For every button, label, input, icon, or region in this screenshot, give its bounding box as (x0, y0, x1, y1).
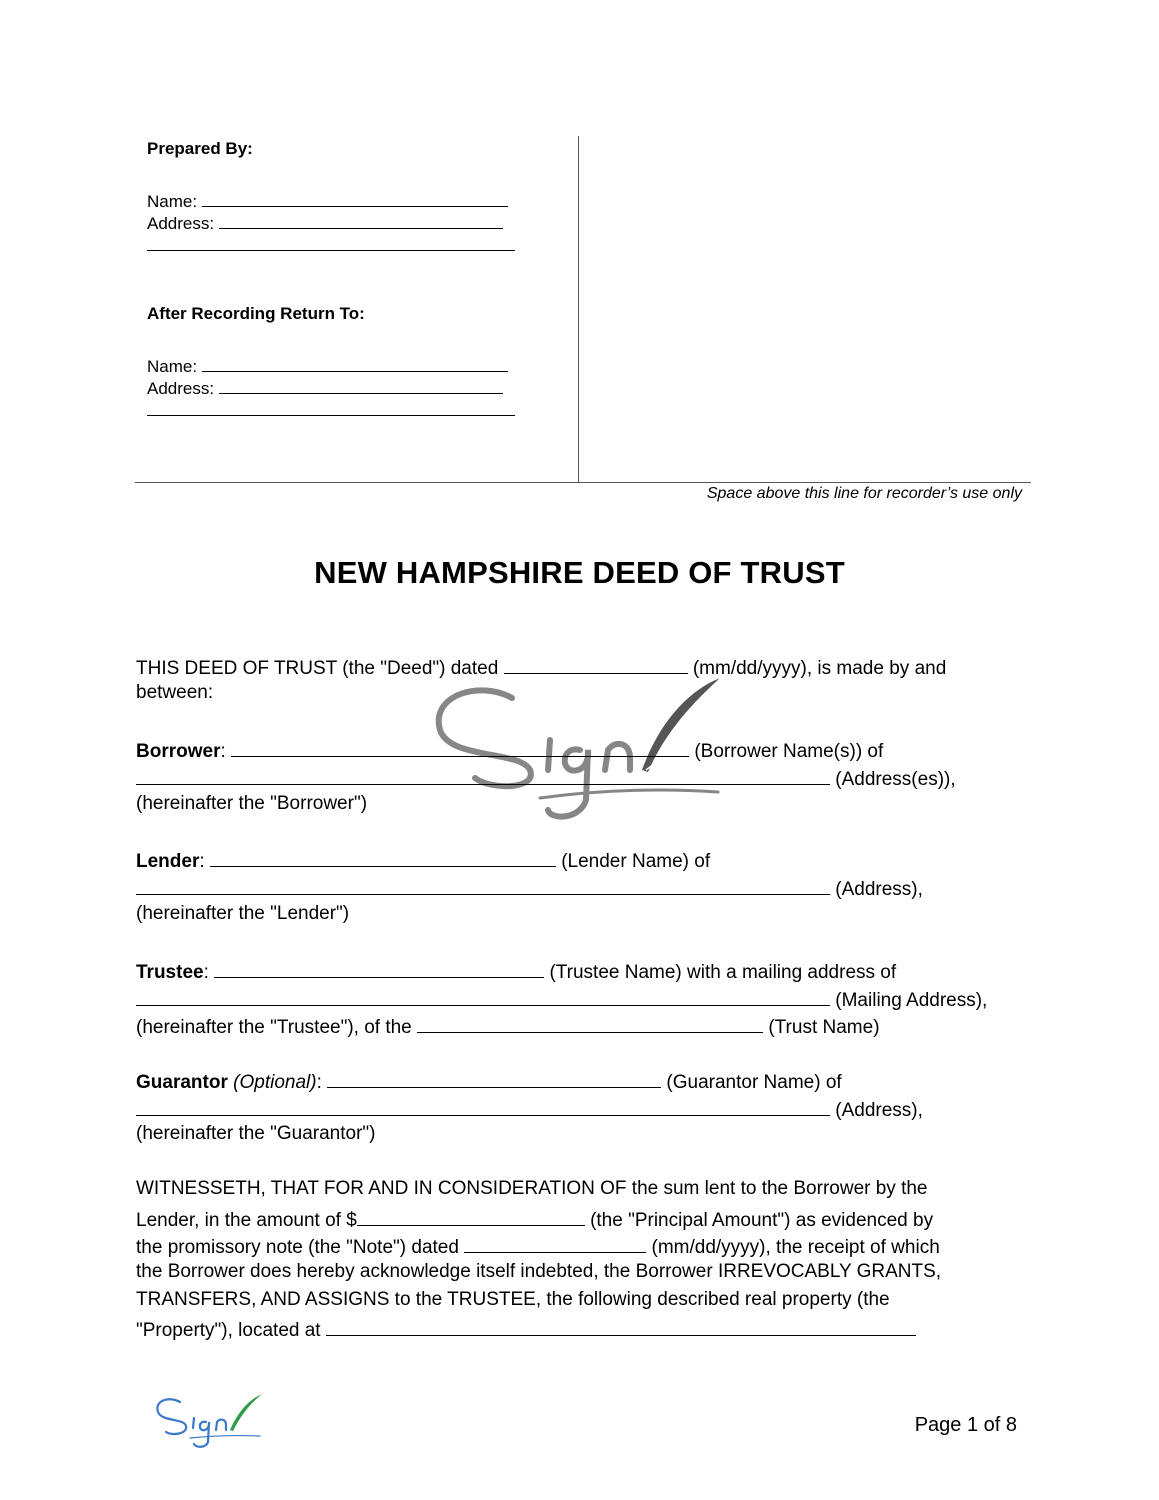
guarantor-address-blank[interactable] (136, 1096, 830, 1116)
intro-date-format: (mm/dd/yyyy), is made by and (692, 658, 947, 679)
borrower-address-blank[interactable] (136, 765, 830, 785)
return-to-heading: After Recording Return To: (147, 304, 365, 323)
lender-name-blank[interactable] (210, 847, 556, 867)
return-to-address-line2[interactable] (147, 397, 515, 416)
deed-date-blank[interactable] (504, 654, 688, 674)
name-blank[interactable] (202, 188, 508, 207)
witnesseth-line5: TRANSFERS, AND ASSIGNS to the TRUSTEE, the following described real property (the (136, 1289, 890, 1310)
page-number: Page 1 of 8 (914, 1414, 1017, 1436)
name-blank[interactable] (202, 353, 508, 372)
address-blank[interactable] (219, 210, 503, 229)
name-label: Name: (147, 192, 198, 211)
principal-label: Lender, in the amount of $ (136, 1210, 357, 1231)
witnesseth-line2 (136, 1206, 933, 1232)
guarantor-address-line (136, 1096, 923, 1122)
guarantor-name-blank[interactable] (327, 1068, 661, 1088)
lender-line: Lender: (Lender Name) of (136, 847, 710, 873)
guarantor-label: Guarantor (136, 1072, 228, 1093)
property-location-blank[interactable] (326, 1316, 916, 1336)
name-label: Name: (147, 357, 198, 376)
guarantor-hereinafter: (hereinafter the "Guarantor") (136, 1123, 376, 1144)
address-label: Address: (147, 379, 215, 398)
borrower-name-blank[interactable] (231, 737, 689, 757)
principal-amount-blank[interactable] (357, 1206, 585, 1226)
prepared-by-address-field[interactable] (147, 210, 503, 234)
intro-text: THIS DEED OF TRUST (the "Deed") dated (136, 658, 499, 679)
note-date-label: the promissory note (the "Note") dated (136, 1237, 459, 1258)
trustee-hereinafter: (hereinafter the "Trustee"), of the (136, 1017, 412, 1038)
principal-hint: (the "Principal Amount") as evidenced by (590, 1210, 934, 1231)
return-to-address-field[interactable] (147, 375, 503, 399)
witnesseth-line1: WITNESSETH, THAT FOR AND IN CONSIDERATION OF the sum lent to the Borrower by the (136, 1178, 928, 1199)
borrower-name-hint: (Borrower Name(s)) of (694, 741, 884, 762)
trustee-name-hint: (Trustee Name) with a mailing address of (549, 962, 897, 983)
trustee-address-line (136, 986, 987, 1012)
borrower-label: Borrower (136, 741, 221, 762)
prepared-by-name-field[interactable] (147, 188, 508, 212)
guarantor-line: Guarantor (Optional): (Guarantor Name) of (136, 1068, 842, 1094)
note-date-blank[interactable] (464, 1233, 646, 1253)
trustee-name-blank[interactable] (214, 958, 544, 978)
address-label: Address: (147, 214, 215, 233)
lender-hereinafter: (hereinafter the "Lender") (136, 903, 350, 924)
property-location-label: "Property"), located at (136, 1320, 321, 1341)
guarantor-name-hint: (Guarantor Name) of (666, 1072, 842, 1093)
note-date-hint: (mm/dd/yyyy), the receipt of which (651, 1237, 940, 1258)
lender-name-hint: (Lender Name) of (561, 851, 711, 872)
prepared-by-heading: Prepared By: (147, 139, 253, 158)
sign-logo (150, 1390, 265, 1452)
borrower-line: Borrower: (Borrower Name(s)) of (136, 737, 883, 763)
trustee-label: Trustee (136, 962, 204, 983)
witnesseth-line4: the Borrower does hereby acknowledge itself indebted, the Borrower IRREVOCABLY GRANTS, (136, 1261, 942, 1282)
trustee-line: Trustee: (Trustee Name) with a mailing address of (136, 958, 896, 984)
address-blank[interactable] (219, 375, 503, 394)
return-to-name-field[interactable] (147, 353, 508, 377)
trust-name-hint: (Trust Name) (768, 1017, 880, 1038)
recorder-box-divider (578, 136, 579, 483)
borrower-address-line (136, 765, 956, 791)
borrower-address-hint: (Address(es)), (835, 769, 956, 790)
trustee-address-blank[interactable] (136, 986, 830, 1006)
lender-address-blank[interactable] (136, 875, 830, 895)
guarantor-optional: (Optional) (233, 1072, 317, 1093)
recorder-note: Space above this line for recorder’s use only (706, 485, 1022, 502)
witnesseth-line6 (136, 1316, 916, 1342)
witnesseth-line3 (136, 1233, 940, 1259)
intro-line (136, 654, 946, 680)
recorder-line (135, 482, 1031, 483)
lender-address-line (136, 875, 923, 901)
trustee-address-hint: (Mailing Address), (835, 990, 988, 1011)
lender-address-hint: (Address), (835, 879, 923, 900)
lender-label: Lender (136, 851, 200, 872)
trustee-hereinafter-line (136, 1013, 880, 1039)
prepared-by-address-line2[interactable] (147, 232, 515, 251)
trust-name-blank[interactable] (417, 1013, 763, 1033)
document-title: NEW HAMPSHIRE DEED OF TRUST (314, 555, 845, 590)
borrower-hereinafter: (hereinafter the "Borrower") (136, 793, 368, 814)
guarantor-address-hint: (Address), (835, 1100, 923, 1121)
intro-between: between: (136, 682, 214, 703)
